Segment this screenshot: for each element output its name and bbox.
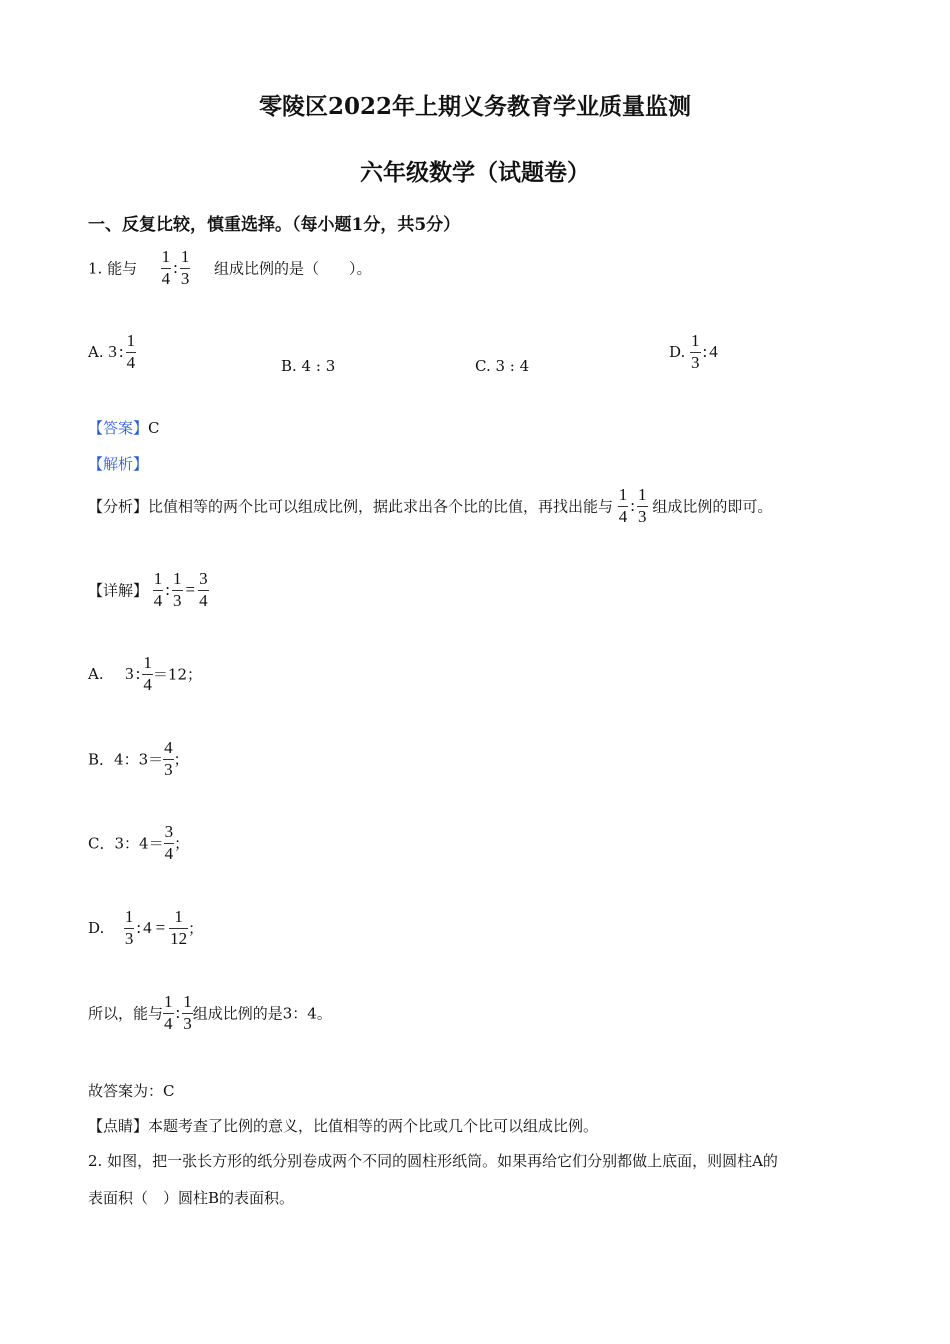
- answer-line: [88, 417, 160, 438]
- section-heading: 一、反复比较，慎重选择。（每小题1分，共5分）: [88, 215, 461, 235]
- detail-line: 【详解】 $\frac{1}{4}$ : $\frac{1}{3}$ = $\frac{3}{4}$: [88, 569, 208, 610]
- conclusion-line: 所以，能与 $\frac{1}{4}$ : $\frac{1}{3}$ 组成比例的是3：4。: [88, 992, 332, 1033]
- q1-option-b: B. 4 : 3: [281, 357, 336, 375]
- detail-tag: 【详解】: [88, 581, 149, 600]
- dianjing-note: 【点睛】本题考查了比例的意义，比值相等的两个比或几个比可以组成比例。: [88, 1117, 599, 1135]
- answer-tag: 【答案】: [88, 419, 149, 437]
- fenxi-paragraph: 【分析】比值相等的两个比可以组成比例，据此求出各个比的比值，再找出能与 $\frac{1}{4}$ : $\frac{1}{3}$ 组成比例的即可。: [88, 485, 773, 526]
- q2-line2: 表面积（ ）圆柱B的表面积。: [88, 1189, 295, 1207]
- fraction-one-fourth: $\frac{1}{4}$: [161, 247, 171, 288]
- detail-d: D. $\frac{1}{3}$ : 4 = $\frac{1}{12}$ ；: [88, 907, 204, 948]
- q2-line1: 2. 如图，把一张长方形的纸分别卷成两个不同的圆柱形纸筒。如果再给它们分别都做上底面，则圆柱A的: [88, 1152, 778, 1170]
- fraction-one-third: $\frac{1}{3}$: [180, 247, 190, 288]
- page-title: 零陵区2022年上期义务教育学业质量监测: [258, 93, 691, 120]
- answer-value: C: [148, 419, 160, 437]
- q1-prefix: 1. 能与: [88, 259, 138, 278]
- q1-option-d: D. $\frac{1}{3}$ : 4: [669, 331, 718, 372]
- q1-option-c: C. 3 : 4: [475, 357, 530, 375]
- q1-option-a: A. 3 : $\frac{1}{4}$: [88, 331, 136, 372]
- detail-a: A. 3 : $\frac{1}{4}$ ＝12；: [88, 653, 202, 694]
- detail-b: B．4：3＝ $\frac{4}{3}$ ；: [88, 738, 189, 779]
- page-subtitle: 六年级数学（试题卷）: [360, 159, 590, 186]
- detail-c: C．3：4＝ $\frac{3}{4}$ ；: [88, 822, 190, 863]
- analysis-tag: 【解析】: [88, 455, 149, 473]
- q1-stem: 1. 能与 $\frac{1}{4}$ : $\frac{1}{3}$ 组成比例的是（ ）。: [88, 247, 372, 288]
- q1-suffix: 组成比例的是（ ）。: [213, 259, 372, 278]
- final-answer: 故答案为：C: [88, 1082, 175, 1100]
